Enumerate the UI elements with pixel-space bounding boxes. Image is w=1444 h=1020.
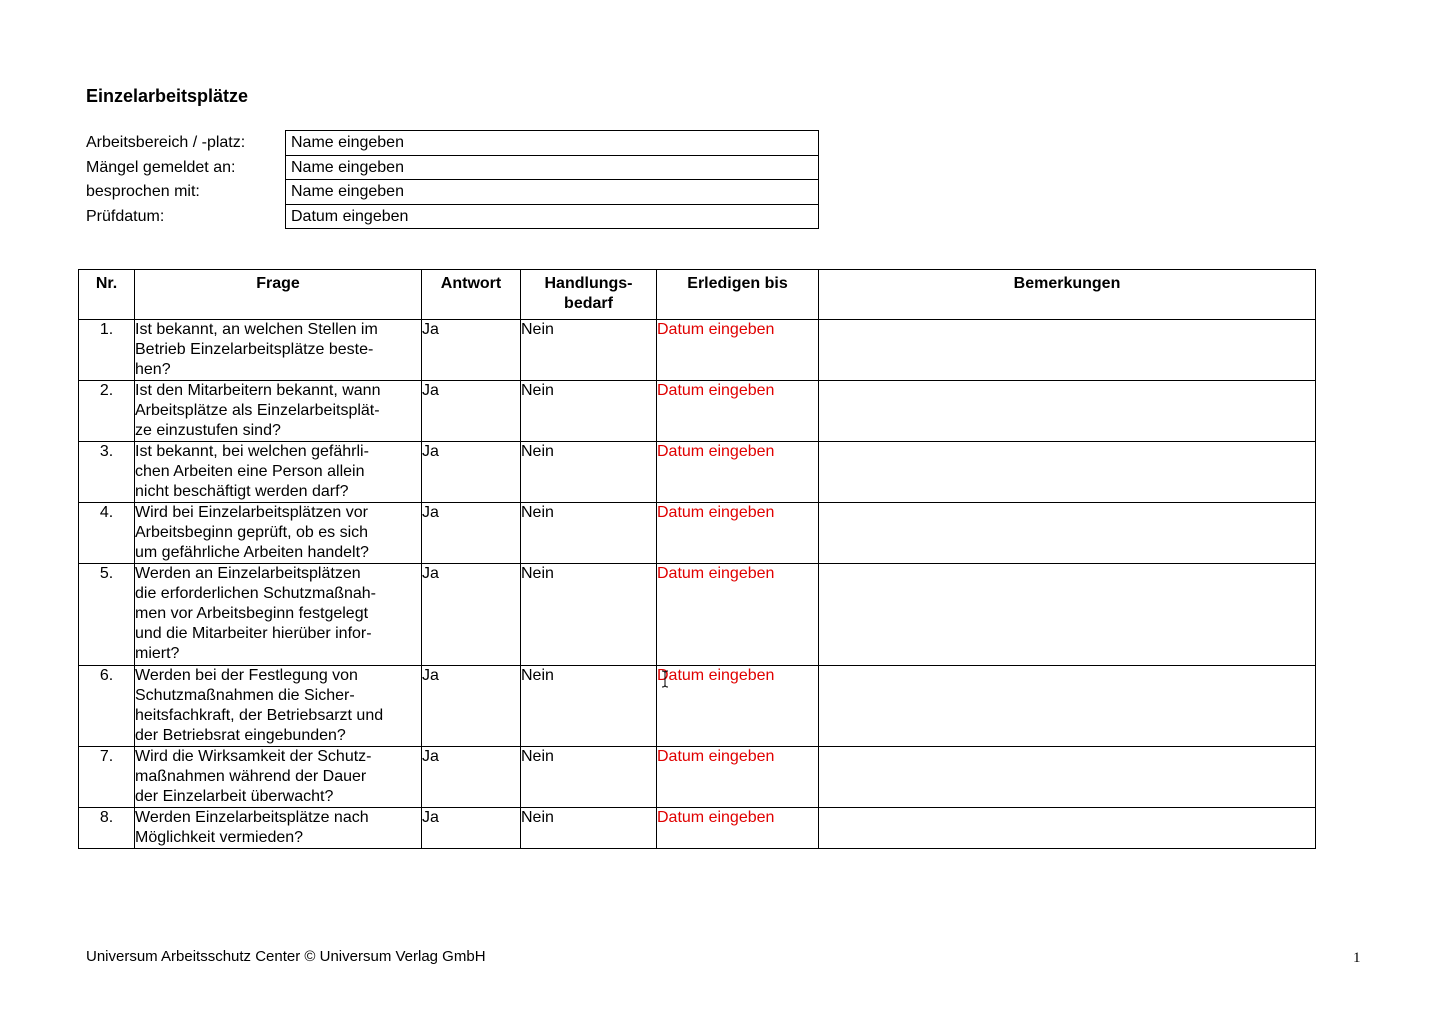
row-number: 7. bbox=[79, 747, 135, 808]
question-line: der Betriebsrat eingebunden? bbox=[135, 727, 346, 744]
question-cell bbox=[135, 320, 422, 381]
table-header-row bbox=[79, 270, 1316, 320]
question-line: Werden an Einzelarbeitsplätzen bbox=[135, 565, 361, 582]
header-bemerkungen: Bemerkungen bbox=[819, 270, 1316, 320]
erledigen-bis-field[interactable]: Datum eingeben bbox=[657, 808, 819, 849]
question-line: um gefährliche Arbeiten handelt? bbox=[135, 544, 369, 561]
question-line: Ist bekannt, bei welchen gefährli- bbox=[135, 443, 369, 460]
handlungsbedarf-field[interactable]: Nein bbox=[521, 381, 657, 442]
row-number: 2. bbox=[79, 381, 135, 442]
question-line: chen Arbeiten eine Person allein bbox=[135, 463, 365, 480]
question-line: miert? bbox=[135, 645, 180, 662]
question-line: ze einzustufen sind? bbox=[135, 422, 281, 439]
text-cursor-icon bbox=[660, 670, 670, 688]
handlungsbedarf-field[interactable]: Nein bbox=[521, 808, 657, 849]
table-row bbox=[79, 564, 1316, 666]
handlungsbedarf-field[interactable]: Nein bbox=[521, 564, 657, 666]
erledigen-bis-field[interactable]: Datum eingeben bbox=[657, 381, 819, 442]
question-line: Ist bekannt, an welchen Stellen im bbox=[135, 321, 378, 338]
erledigen-bis-field[interactable]: Datum eingeben bbox=[657, 564, 819, 666]
question-line: Betrieb Einzelarbeitsplätze beste- bbox=[135, 341, 374, 358]
question-line: heitsfachkraft, der Betriebsarzt und bbox=[135, 707, 384, 724]
table-row bbox=[79, 381, 1316, 442]
question-line: nicht beschäftigt werden darf? bbox=[135, 483, 349, 500]
question-line: die erforderlichen Schutzmaßnah- bbox=[135, 585, 377, 602]
erledigen-bis-field[interactable]: Datum eingeben bbox=[657, 747, 819, 808]
pruefdatum-field[interactable]: Datum eingeben bbox=[286, 205, 818, 230]
handlungsbedarf-field[interactable]: Nein bbox=[521, 747, 657, 808]
question-cell bbox=[135, 442, 422, 503]
answer-field[interactable]: Ja bbox=[422, 381, 521, 442]
answer-field[interactable]: Ja bbox=[422, 503, 521, 564]
bemerkungen-field[interactable] bbox=[819, 564, 1316, 666]
page-number: 1 bbox=[1353, 950, 1361, 966]
question-line: Schutzmaßnahmen die Sicher- bbox=[135, 687, 355, 704]
bemerkungen-field[interactable] bbox=[819, 666, 1316, 747]
question-cell bbox=[135, 666, 422, 747]
question-cell bbox=[135, 564, 422, 666]
question-line: der Einzelarbeit überwacht? bbox=[135, 788, 334, 805]
info-fields bbox=[285, 130, 819, 229]
question-line: maßnahmen während der Dauer bbox=[135, 768, 367, 785]
header-erledigen-bis: Erledigen bis bbox=[657, 270, 819, 320]
erledigen-bis-field[interactable]: Datum eingeben bbox=[657, 320, 819, 381]
handlungsbedarf-field[interactable]: Nein bbox=[521, 666, 657, 747]
footer-copyright: Universum Arbeitsschutz Center © Universum Verlag GmbH bbox=[86, 948, 486, 965]
row-number: 6. bbox=[79, 666, 135, 747]
question-cell bbox=[135, 503, 422, 564]
header-frage: Frage bbox=[135, 270, 422, 320]
label-pruefdatum: Prüfdatum: bbox=[86, 207, 165, 225]
table-row bbox=[79, 320, 1316, 381]
bemerkungen-field[interactable] bbox=[819, 320, 1316, 381]
question-line: Arbeitsplätze als Einzelarbeitsplät- bbox=[135, 402, 380, 419]
bemerkungen-field[interactable] bbox=[819, 503, 1316, 564]
maengel-gemeldet-field[interactable]: Name eingeben bbox=[286, 156, 818, 181]
question-line: Wird bei Einzelarbeitsplätzen vor bbox=[135, 504, 368, 521]
table-row bbox=[79, 442, 1316, 503]
answer-field[interactable]: Ja bbox=[422, 747, 521, 808]
table-row bbox=[79, 666, 1316, 747]
question-cell bbox=[135, 381, 422, 442]
handlungsbedarf-field[interactable]: Nein bbox=[521, 503, 657, 564]
page-title: Einzelarbeitsplätze bbox=[86, 86, 249, 106]
bemerkungen-field[interactable] bbox=[819, 442, 1316, 503]
table-row bbox=[79, 747, 1316, 808]
row-number: 8. bbox=[79, 808, 135, 849]
question-line: Werden bei der Festlegung von bbox=[135, 667, 358, 684]
table-row bbox=[79, 503, 1316, 564]
answer-field[interactable]: Ja bbox=[422, 666, 521, 747]
question-line: Arbeitsbeginn geprüft, ob es sich bbox=[135, 524, 369, 541]
header-handlung-line2: bedarf bbox=[564, 295, 613, 312]
question-line: Möglichkeit vermieden? bbox=[135, 829, 304, 846]
label-maengel-gemeldet: Mängel gemeldet an: bbox=[86, 158, 236, 176]
question-cell bbox=[135, 808, 422, 849]
question-line: Wird die Wirksamkeit der Schutz- bbox=[135, 748, 372, 765]
row-number: 3. bbox=[79, 442, 135, 503]
header-handlung-line1: Handlungs- bbox=[544, 275, 633, 292]
label-besprochen-mit: besprochen mit: bbox=[86, 183, 200, 200]
info-labels bbox=[86, 131, 281, 229]
handlungsbedarf-field[interactable]: Nein bbox=[521, 320, 657, 381]
question-line: Ist den Mitarbeitern bekannt, wann bbox=[135, 382, 381, 399]
header-nr: Nr. bbox=[79, 270, 135, 320]
bemerkungen-field[interactable] bbox=[819, 747, 1316, 808]
question-line: hen? bbox=[135, 361, 171, 378]
besprochen-mit-field[interactable]: Name eingeben bbox=[286, 180, 818, 205]
erledigen-bis-field[interactable]: Datum eingeben bbox=[657, 503, 819, 564]
erledigen-bis-field[interactable]: Datum eingeben bbox=[657, 442, 819, 503]
checklist-table bbox=[78, 269, 1316, 849]
row-number: 4. bbox=[79, 503, 135, 564]
row-number: 5. bbox=[79, 564, 135, 666]
question-line: und die Mitarbeiter hierüber infor- bbox=[135, 625, 372, 642]
answer-field[interactable]: Ja bbox=[422, 320, 521, 381]
table-row bbox=[79, 808, 1316, 849]
row-number: 1. bbox=[79, 320, 135, 381]
label-arbeitsbereich: Arbeitsbereich / -platz: bbox=[86, 134, 246, 151]
answer-field[interactable]: Ja bbox=[422, 564, 521, 666]
handlungsbedarf-field[interactable]: Nein bbox=[521, 442, 657, 503]
arbeitsbereich-field[interactable]: Name eingeben bbox=[286, 131, 818, 156]
answer-field[interactable]: Ja bbox=[422, 808, 521, 849]
header-handlungsbedarf bbox=[521, 270, 657, 320]
bemerkungen-field[interactable] bbox=[819, 381, 1316, 442]
header-antwort: Antwort bbox=[422, 270, 521, 320]
question-line: Werden Einzelarbeitsplätze nach bbox=[135, 809, 369, 826]
answer-field[interactable]: Ja bbox=[422, 442, 521, 503]
question-cell bbox=[135, 747, 422, 808]
bemerkungen-field[interactable] bbox=[819, 808, 1316, 849]
erledigen-bis-field[interactable]: Datum eingeben bbox=[657, 666, 819, 747]
question-line: men vor Arbeitsbeginn festgelegt bbox=[135, 605, 369, 622]
